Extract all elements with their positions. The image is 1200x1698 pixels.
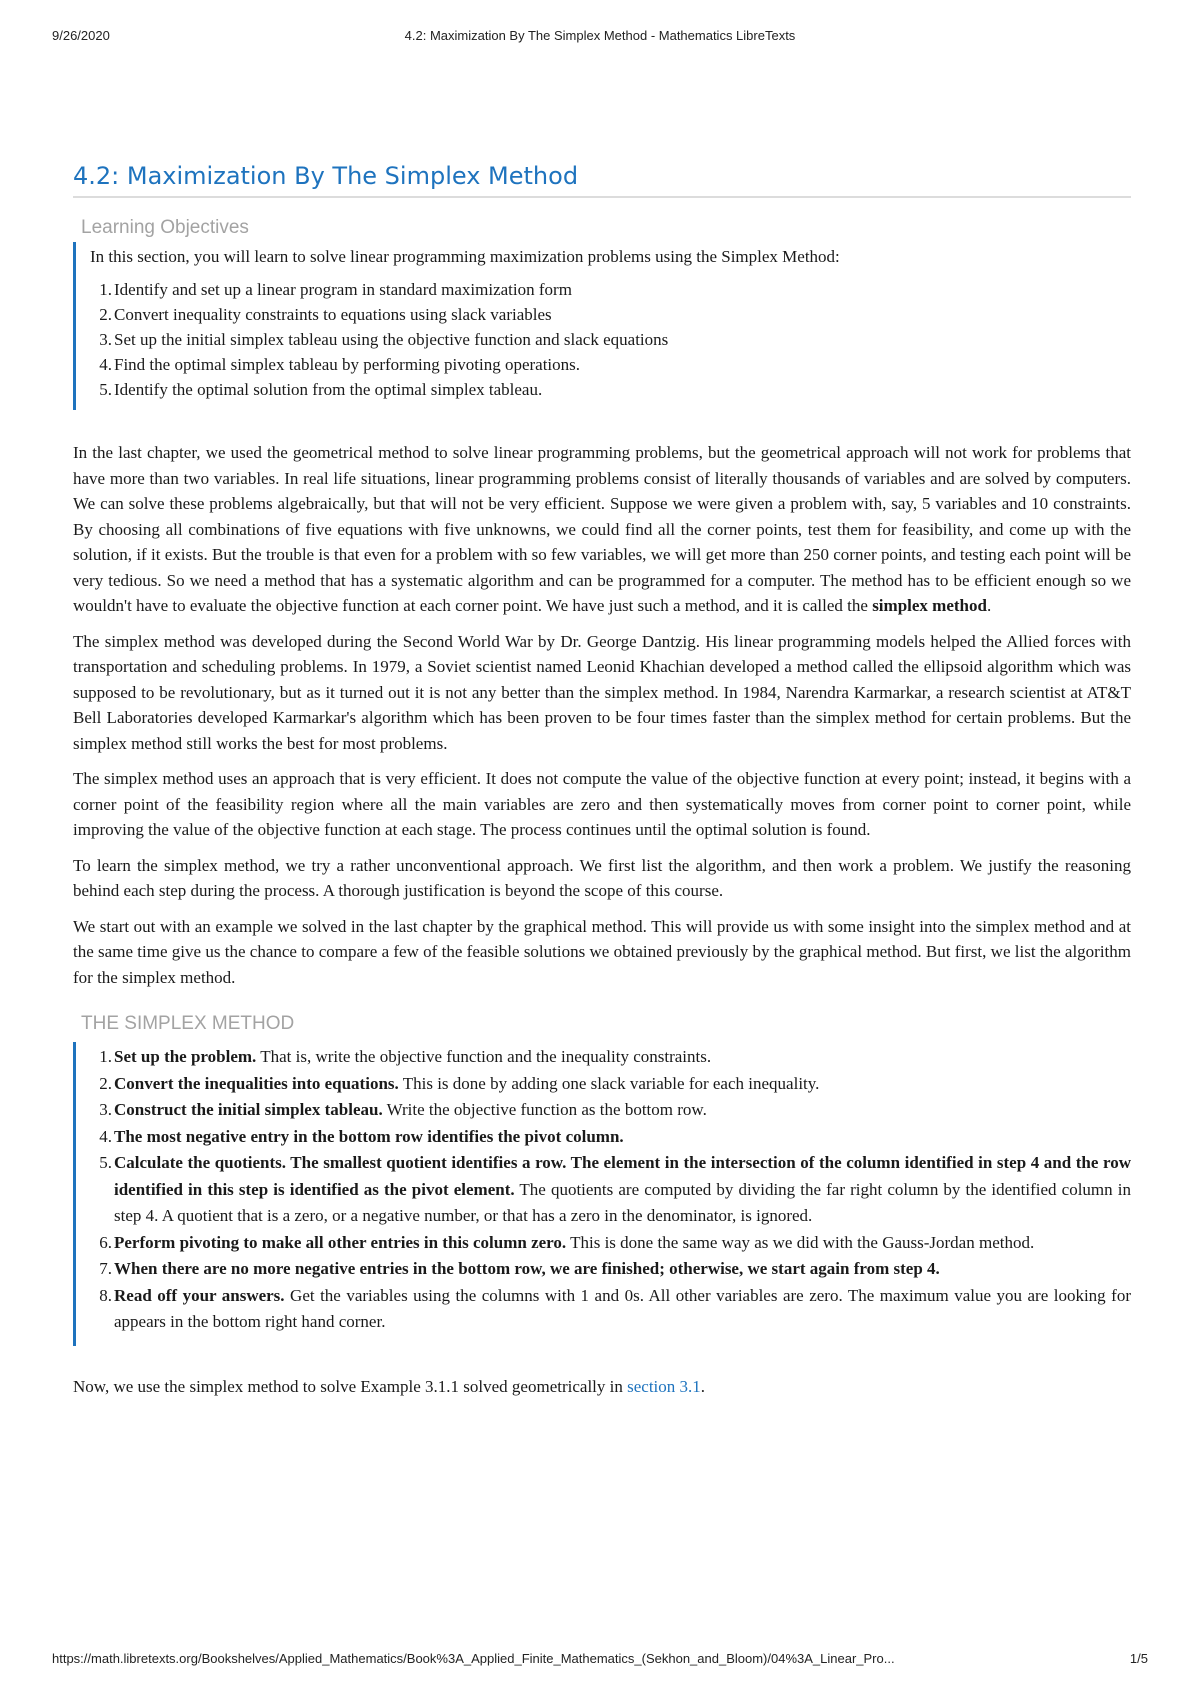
list-item [90, 1230, 1131, 1257]
paragraph-intro [73, 440, 1131, 619]
step-bold: Perform pivoting to make all other entries in this column zero. [114, 1232, 567, 1252]
step-bold: Convert the inequalities into equations. [114, 1073, 399, 1093]
step-text: Get the variables using the columns with 1 and 0s. All other variables are zero. The maximum value you are looking for appears in the bottom right hand corner. [114, 1285, 1131, 1331]
step-number: 8. [99, 1285, 112, 1305]
step-bold: The most negative entry in the bottom row identifies the pivot column. [114, 1126, 624, 1146]
simplex-method-box [73, 1042, 1131, 1346]
print-date: 9/26/2020 [52, 28, 110, 43]
step-text: This is done by adding one slack variable for each inequality. [398, 1073, 820, 1093]
item-number: 3. [99, 330, 112, 349]
item-text: Set up the initial simplex tableau using the objective function and slack equations [114, 330, 669, 349]
list-item [90, 1256, 1131, 1283]
article-content [73, 160, 1131, 1399]
learning-objectives-heading: Learning Objectives [81, 217, 249, 238]
step-number: 7. [99, 1259, 112, 1278]
item-number: 2. [99, 305, 112, 324]
paragraph-approach: The simplex method uses an approach that is very efficient. It does not compute the value of the objective function at every point; instead, it begins with a corner point of the feasibility region where all the main variables are zero and then systematically moves from corner point to corner point, while improving the value of the objective function at each stage. The process continues until the optimal solution is found. [73, 769, 1131, 839]
objectives-intro: In this section, you will learn to solve linear programming maximization problems using the Simplex Method: [90, 247, 840, 266]
paragraph-example-intro [73, 1374, 1131, 1399]
item-text: Identify and set up a linear program in standard maximization form [114, 280, 572, 299]
list-item [90, 277, 1131, 302]
list-item [90, 1283, 1131, 1336]
step-number: 6. [99, 1232, 112, 1252]
paragraph-text: Now, we use the simplex method to solve Example 3.1.1 solved geometrically in [73, 1376, 628, 1396]
paragraph-example: We start out with an example we solved in the last chapter by the graphical method. This will provide us with some insight into the simplex method and at the same time give us the chance to compare a few of the feasible solutions we obtained previously by the graphical method. But first, we list the algorithm for the simplex method. [73, 916, 1131, 987]
paragraph-text: In the last chapter, we used the geometrical method to solve linear programming problems, but the geometrical approach will not work for problems that have more than two variables. In real life situations, linear programming problems consist of literally thousands of variables and are solved by computers. We can solve these problems algebraically, but that will not be very efficient. Suppose we were given a problem with, say, 5 variables and 10 constraints. By choosing all combinations of five equations with five unknowns, we could find all the corner points, test them for feasibility, and come up with the solution, if it exists. But the trouble is that even for a problem with so few variables, we will get more than 250 corner points, and testing each point will be very tedious. So we need a method that has a systematic algorithm and can be programmed for a computer. The method has to be efficient enough so we wouldn't have to evaluate the objective function at each corner point. We have just such a method, and it is called the [73, 443, 1131, 615]
step-bold: When there are no more negative entries in the bottom row, we are finished; otherwise, we start again from step 4. [114, 1259, 940, 1278]
simplex-steps-list [90, 1044, 1131, 1336]
paragraph-history: The simplex method was developed during the Second World War by Dr. George Dantzig. His linear programming models helped the Allied forces with transportation and scheduling problems. In 1979, a Soviet scientist named Leonid Khachian developed a method called the ellipsoid algorithm which was supposed to be revolutionary, but as it turned out it is not any better than the simplex method. In 1984, Narendra Karmarkar, a research scientist at AT&T Bell Laboratories developed Karmarkar's algorithm which has been proven to be four times faster than the simplex method for certain problems. But the simplex method still works the best for most problems. [73, 631, 1131, 753]
section-3-1-link[interactable]: section 3.1 [627, 1376, 701, 1396]
step-bold: Read off your answers. [114, 1285, 285, 1305]
list-item [90, 327, 1131, 352]
list-item [90, 377, 1131, 402]
print-page-title: 4.2: Maximization By The Simplex Method - Mathematics LibreTexts [404, 28, 796, 43]
item-number: 4. [99, 355, 112, 374]
item-number: 5. [99, 380, 112, 399]
step-number: 2. [99, 1073, 112, 1093]
paragraph-learning: To learn the simplex method, we try a rather unconventional approach. We first list the algorithm, and then work a problem. We justify the reasoning behind each step during the process. A thorough justification is beyond the scope of this course. [73, 855, 1131, 900]
paragraph-end: . [700, 1376, 706, 1396]
step-text: Write the objective function as the bottom row. [382, 1100, 707, 1119]
step-text: That is, write the objective function and the inequality constraints. [256, 1047, 712, 1066]
step-bold: Construct the initial simplex tableau. [114, 1100, 383, 1119]
list-item [90, 302, 1131, 327]
step-number: 3. [99, 1100, 112, 1119]
objectives-list [90, 277, 1131, 402]
step-bold: Set up the problem. [114, 1047, 257, 1066]
simplex-method-heading: THE SIMPLEX METHOD [81, 1013, 295, 1034]
print-footer [0, 1651, 1200, 1671]
item-text: Find the optimal simplex tableau by performing pivoting operations. [114, 355, 581, 374]
item-number: 1. [99, 280, 112, 299]
step-number: 4. [99, 1126, 112, 1146]
step-number: 5. [99, 1153, 112, 1172]
step-text: The quotients are computed by dividing the far right column by the identified column in step 4. A quotient that is a zero, or a negative number, or that has a zero in the denominator, is ignored. [114, 1179, 1131, 1225]
list-item [90, 1097, 1131, 1124]
list-item [90, 352, 1131, 377]
item-text: Identify the optimal solution from the optimal simplex tableau. [114, 380, 543, 399]
item-text: Convert inequality constraints to equations using slack variables [114, 305, 552, 324]
page-title: 4.2: Maximization By The Simplex Method [73, 160, 1131, 198]
list-item [90, 1124, 1131, 1151]
paragraph-end: . [986, 596, 992, 615]
step-bold: Calculate the quotients. The smallest quotient identifies a row. The element in the intersection of the column identified in step 4 and the row identified in this step is identified as the pivot element. [114, 1153, 1131, 1199]
step-number: 1. [99, 1047, 112, 1066]
list-item [90, 1150, 1131, 1230]
list-item [90, 1044, 1131, 1071]
simplex-method-term: simplex method [872, 596, 987, 615]
print-url: https://math.libretexts.org/Bookshelves/Applied_Mathematics/Book%3A_Applied_Finite_Mathematics_(Sekhon_and_Bloom)/04%3A_Linear_Pro... [52, 1651, 895, 1666]
learning-objectives-box [73, 242, 1131, 410]
print-page-number: 1/5 [1129, 1651, 1148, 1666]
list-item [90, 1071, 1131, 1098]
step-text: This is done the same way as we did with the Gauss-Jordan method. [566, 1232, 1035, 1252]
print-header [0, 28, 1200, 48]
